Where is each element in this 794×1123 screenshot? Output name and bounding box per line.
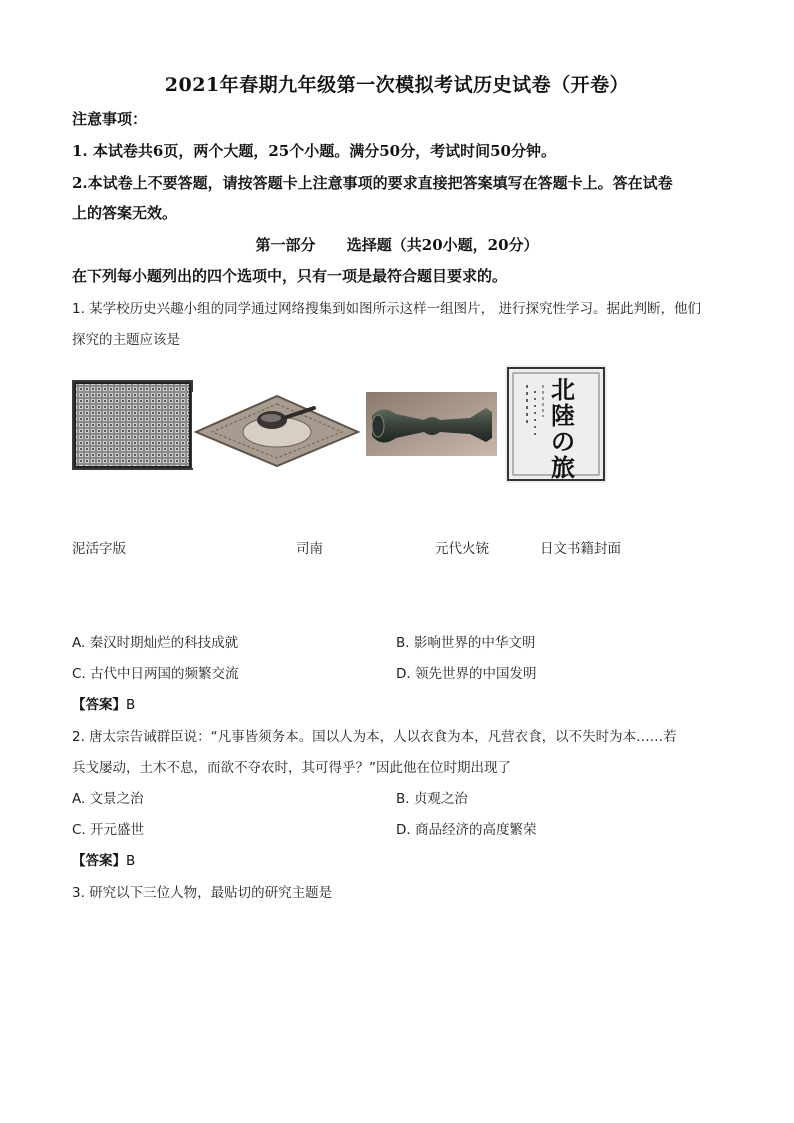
clay-type-image — [72, 380, 193, 470]
q1-answer-value: B — [126, 697, 136, 713]
note-item-1: 1. 本试卷共6页，两个大题，25个小题。满分50分，考试时间50分钟。 — [72, 142, 556, 160]
q1-stem-line-1: 1. 某学校历史兴趣小组的同学通过网络搜集到如图所示这样一组图片， 进行探究性学习。据此判断，他们 — [72, 301, 701, 317]
q1-option-b: B. 影响世界的中华文明 — [396, 635, 536, 651]
q1-option-d: D. 领先世界的中国发明 — [396, 666, 537, 682]
q1-option-c: C. 古代中日两国的频繁交流 — [72, 666, 239, 682]
q2-option-b: B. 贞观之治 — [396, 791, 468, 807]
section-instruction: 在下列每小题列出的四个选项中，只有一项是最符合题目要求的。 — [72, 267, 508, 285]
q2-option-d: D. 商品经济的高度繁荣 — [396, 822, 537, 838]
caption-bronze-gun: 元代火铳 — [435, 541, 489, 557]
note-item-2-line-1: 2.本试卷上不要答题，请按答题卡上注意事项的要求直接把答案填写在答题卡上。答在试卷 — [72, 174, 673, 192]
caption-clay-type: 泥活字版 — [72, 541, 126, 557]
sinan-compass-image — [192, 392, 362, 468]
q2-option-a: A. 文景之治 — [72, 791, 144, 807]
q2-stem-line-2: 兵戈屡动，土木不息，而欲不夺农时，其可得乎？”因此他在位时期出现了 — [72, 760, 511, 776]
q3-stem-line-1: 3. 研究以下三位人物，最贴切的研究主题是 — [72, 885, 333, 901]
q1-answer-label: 【答案】 — [72, 697, 126, 713]
caption-book-cover: 日文书籍封面 — [540, 541, 621, 557]
q2-stem-line-1: 2. 唐太宗告诫群臣说：“凡事皆须务本。国以人为本，人以衣食为本，凡营衣食，以不失时为本……若 — [72, 729, 677, 745]
q1-option-a: A. 秦汉时期灿烂的科技成就 — [72, 635, 239, 651]
q2-answer-label: 【答案】 — [72, 853, 126, 869]
q1-stem-line-2: 探究的主题应该是 — [72, 332, 180, 348]
q2-answer-value: B — [126, 853, 136, 869]
q2-answer — [72, 849, 135, 869]
page-title: 2021年春期九年级第一次模拟考试历史试卷（开卷） — [164, 74, 630, 96]
japanese-book-cover-image — [505, 365, 607, 483]
book-cover-title: 北陸の旅 — [551, 375, 575, 482]
q2-option-c: C. 开元盛世 — [72, 822, 145, 838]
section-heading: 第一部分 选择题（共20小题，20分） — [255, 236, 539, 254]
q1-answer — [72, 693, 135, 713]
note-item-2-line-2: 上的答案无效。 — [72, 204, 178, 222]
bronze-gun-image — [366, 392, 497, 456]
notes-heading: 注意事项： — [72, 110, 148, 128]
caption-sinan: 司南 — [296, 541, 323, 557]
